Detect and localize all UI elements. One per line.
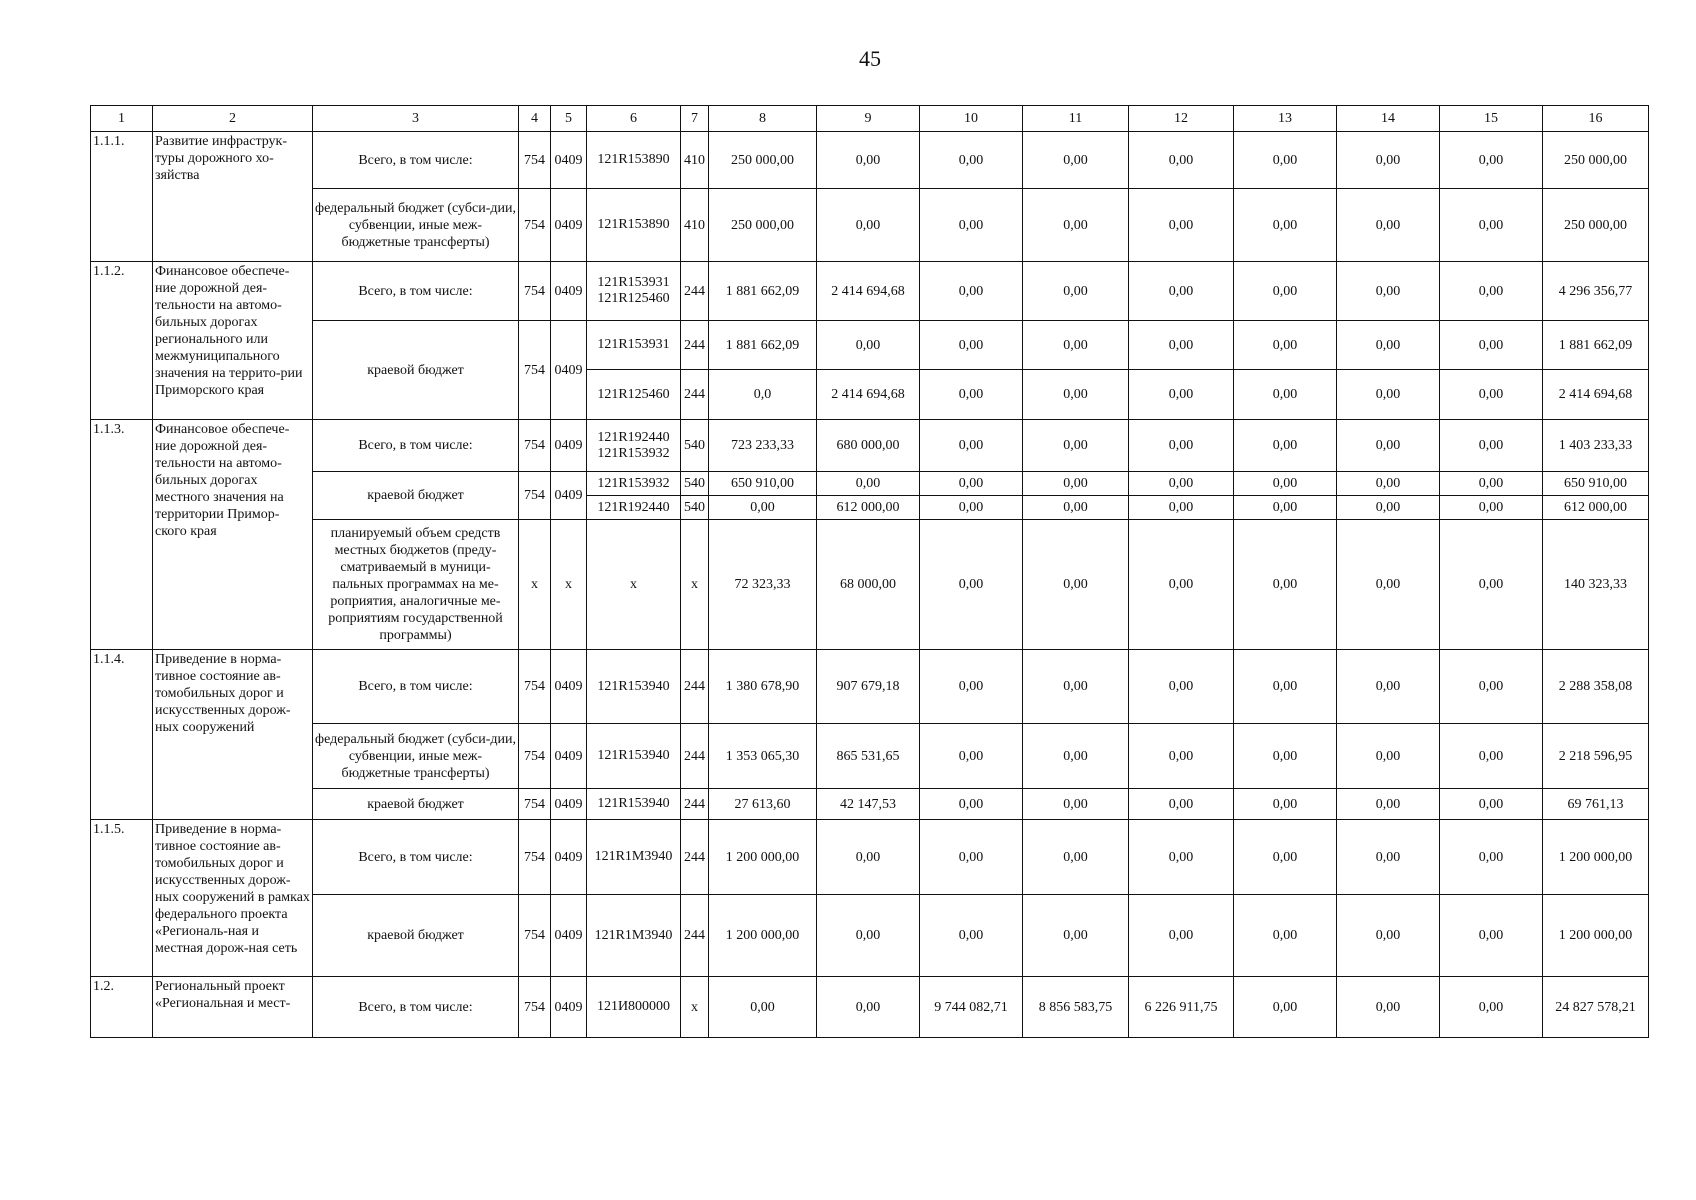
header-cell: 10 (920, 106, 1023, 132)
amount: 0,00 (1023, 650, 1129, 724)
target-article-code: 121R192440 121R153932 (587, 420, 681, 472)
item-number: 1.1.3. (91, 420, 153, 650)
target-article-code: 121R153940 (587, 650, 681, 724)
admin-code: 754 (519, 262, 551, 321)
header-cell: 12 (1129, 106, 1234, 132)
amount: 0,00 (920, 370, 1023, 420)
page-number: 45 (859, 46, 881, 71)
header-cell: 6 (587, 106, 681, 132)
amount: 250 000,00 (709, 189, 817, 262)
amount: 0,00 (1129, 724, 1234, 789)
amount: 0,00 (1234, 321, 1337, 370)
header-cell: 4 (519, 106, 551, 132)
section-code: 0409 (551, 724, 587, 789)
amount: 27 613,60 (709, 789, 817, 820)
target-article-code: 121R153931 121R125460 (587, 262, 681, 321)
amount: 0,00 (817, 895, 920, 977)
amount: 0,00 (1440, 321, 1543, 370)
table-row (91, 520, 1649, 650)
amount: 1 200 000,00 (709, 820, 817, 895)
funding-source: краевой бюджет (313, 789, 519, 820)
amount: 0,00 (920, 724, 1023, 789)
table-row (91, 132, 1649, 189)
amount: 680 000,00 (817, 420, 920, 472)
total-amount: 1 200 000,00 (1543, 820, 1649, 895)
amount: 0,00 (1440, 820, 1543, 895)
table-row (91, 420, 1649, 472)
amount: 0,0 (709, 370, 817, 420)
item-number: 1.1.2. (91, 262, 153, 420)
amount: 0,00 (1023, 262, 1129, 321)
funding-source: краевой бюджет (313, 472, 519, 520)
expense-type-code: 244 (681, 895, 709, 977)
table-row (91, 789, 1649, 820)
amount: 0,00 (1129, 496, 1234, 520)
amount: 0,00 (817, 132, 920, 189)
header-cell: 16 (1543, 106, 1649, 132)
total-amount: 2 414 694,68 (1543, 370, 1649, 420)
expense-type-code: 410 (681, 132, 709, 189)
amount: 907 679,18 (817, 650, 920, 724)
amount: 1 353 065,30 (709, 724, 817, 789)
header-cell: 14 (1337, 106, 1440, 132)
amount: 650 910,00 (709, 472, 817, 496)
section-code: 0409 (551, 321, 587, 420)
amount: 0,00 (1023, 420, 1129, 472)
amount: 0,00 (1440, 650, 1543, 724)
admin-code: 754 (519, 977, 551, 1038)
item-name: Приведение в норма-тивное состояние ав-томобильных дорог и искусственных дорож-ных сооружений в рамках федерального проекта «Региональ-ная и местная дорож-ная сеть (153, 820, 313, 977)
funding-source: Всего, в том числе: (313, 977, 519, 1038)
amount: 0,00 (817, 977, 920, 1038)
expense-type-code: 244 (681, 724, 709, 789)
section-code: 0409 (551, 977, 587, 1038)
amount: 0,00 (817, 321, 920, 370)
total-amount: 24 827 578,21 (1543, 977, 1649, 1038)
total-amount: 1 200 000,00 (1543, 895, 1649, 977)
item-name: Региональный проект «Региональная и мест- (153, 977, 313, 1038)
expense-type-code: 244 (681, 650, 709, 724)
total-amount: 1 881 662,09 (1543, 321, 1649, 370)
section-code: 0409 (551, 895, 587, 977)
amount: 1 200 000,00 (709, 895, 817, 977)
item-number: 1.2. (91, 977, 153, 1038)
amount: 0,00 (1129, 520, 1234, 650)
total-amount: 250 000,00 (1543, 189, 1649, 262)
section-code: 0409 (551, 132, 587, 189)
amount: 0,00 (1023, 189, 1129, 262)
amount: 0,00 (1337, 724, 1440, 789)
target-article-code: 121R1M3940 (587, 820, 681, 895)
amount: 0,00 (1440, 189, 1543, 262)
admin-code: 754 (519, 132, 551, 189)
target-article-code: 121И800000 (587, 977, 681, 1038)
amount: 0,00 (920, 321, 1023, 370)
admin-code: 754 (519, 895, 551, 977)
target-article-code: 121R1M3940 (587, 895, 681, 977)
expense-type-code: 244 (681, 321, 709, 370)
expense-type-code: 540 (681, 420, 709, 472)
amount: 0,00 (1129, 650, 1234, 724)
amount: 9 744 082,71 (920, 977, 1023, 1038)
table-row (91, 895, 1649, 977)
funding-source: Всего, в том числе: (313, 420, 519, 472)
amount: 0,00 (1440, 370, 1543, 420)
amount: 0,00 (1129, 189, 1234, 262)
amount: 0,00 (1129, 420, 1234, 472)
header-cell: 3 (313, 106, 519, 132)
budget-table (90, 105, 1649, 1038)
amount: 0,00 (709, 496, 817, 520)
section-code: 0409 (551, 189, 587, 262)
amount: 0,00 (920, 895, 1023, 977)
section-code: 0409 (551, 820, 587, 895)
target-article-code: 121R153931 (587, 321, 681, 370)
amount: 0,00 (1337, 189, 1440, 262)
amount: 0,00 (817, 820, 920, 895)
amount: 0,00 (1234, 189, 1337, 262)
header-cell: 15 (1440, 106, 1543, 132)
table-row (91, 724, 1649, 789)
funding-source: краевой бюджет (313, 321, 519, 420)
total-amount: 1 403 233,33 (1543, 420, 1649, 472)
amount: 0,00 (920, 820, 1023, 895)
target-article-code: 121R153940 (587, 724, 681, 789)
amount: 0,00 (1337, 132, 1440, 189)
amount: 0,00 (1337, 520, 1440, 650)
funding-source: Всего, в том числе: (313, 262, 519, 321)
amount: 6 226 911,75 (1129, 977, 1234, 1038)
target-article-code: 121R153890 (587, 189, 681, 262)
item-name: Приведение в норма-тивное состояние ав-томобильных дорог и искусственных дорож-ных сооружений (153, 650, 313, 820)
amount: 0,00 (1337, 262, 1440, 321)
amount: 0,00 (1440, 262, 1543, 321)
amount: 865 531,65 (817, 724, 920, 789)
amount: 0,00 (1234, 420, 1337, 472)
admin-code: 754 (519, 724, 551, 789)
amount: 0,00 (1337, 650, 1440, 724)
amount: 0,00 (1234, 820, 1337, 895)
amount: 0,00 (1234, 370, 1337, 420)
target-article-code: 121R153940 (587, 789, 681, 820)
target-article-code: 121R153890 (587, 132, 681, 189)
section-code: 0409 (551, 650, 587, 724)
table-row (91, 650, 1649, 724)
amount: 0,00 (1023, 496, 1129, 520)
section-code: 0409 (551, 262, 587, 321)
amount: 0,00 (920, 650, 1023, 724)
amount: 0,00 (1129, 472, 1234, 496)
section-code: x (551, 520, 587, 650)
amount: 0,00 (817, 472, 920, 496)
amount: 0,00 (1440, 520, 1543, 650)
amount: 0,00 (1234, 650, 1337, 724)
total-amount: 2 218 596,95 (1543, 724, 1649, 789)
item-name: Развитие инфраструк-туры дорожного хо-зяйства (153, 132, 313, 262)
expense-type-code: x (681, 520, 709, 650)
amount: 0,00 (920, 262, 1023, 321)
admin-code: 754 (519, 420, 551, 472)
item-number: 1.1.5. (91, 820, 153, 977)
amount: 0,00 (920, 420, 1023, 472)
table-row (91, 321, 1649, 370)
amount: 0,00 (1129, 370, 1234, 420)
header-cell: 8 (709, 106, 817, 132)
amount: 1 881 662,09 (709, 262, 817, 321)
amount: 0,00 (1440, 895, 1543, 977)
header-cell: 9 (817, 106, 920, 132)
expense-type-code: 540 (681, 472, 709, 496)
amount: 0,00 (1234, 977, 1337, 1038)
header-cell: 13 (1234, 106, 1337, 132)
amount: 0,00 (1023, 321, 1129, 370)
total-amount: 4 296 356,77 (1543, 262, 1649, 321)
amount: 2 414 694,68 (817, 370, 920, 420)
amount: 0,00 (1337, 789, 1440, 820)
amount: 0,00 (1234, 132, 1337, 189)
amount: 0,00 (1440, 977, 1543, 1038)
admin-code: 754 (519, 472, 551, 520)
header-cell: 5 (551, 106, 587, 132)
amount: 0,00 (1129, 895, 1234, 977)
funding-source: федеральный бюджет (субси-дии, субвенции, иные меж-бюджетные трансферты) (313, 724, 519, 789)
funding-source: Всего, в том числе: (313, 132, 519, 189)
amount: 0,00 (709, 977, 817, 1038)
total-amount: 140 323,33 (1543, 520, 1649, 650)
amount: 0,00 (1234, 262, 1337, 321)
target-article-code: x (587, 520, 681, 650)
amount: 0,00 (1023, 132, 1129, 189)
header-cell: 11 (1023, 106, 1129, 132)
amount: 0,00 (1440, 132, 1543, 189)
amount: 0,00 (1337, 472, 1440, 496)
amount: 72 323,33 (709, 520, 817, 650)
amount: 0,00 (920, 132, 1023, 189)
table-row (91, 977, 1649, 1038)
total-amount: 69 761,13 (1543, 789, 1649, 820)
expense-type-code: 410 (681, 189, 709, 262)
target-article-code: 121R192440 (587, 496, 681, 520)
amount: 723 233,33 (709, 420, 817, 472)
item-number: 1.1.4. (91, 650, 153, 820)
admin-code: 754 (519, 789, 551, 820)
amount: 68 000,00 (817, 520, 920, 650)
amount: 0,00 (1234, 496, 1337, 520)
expense-type-code: 244 (681, 820, 709, 895)
section-code: 0409 (551, 472, 587, 520)
item-number: 1.1.1. (91, 132, 153, 262)
amount: 0,00 (1337, 820, 1440, 895)
amount: 0,00 (1234, 472, 1337, 496)
admin-code: 754 (519, 189, 551, 262)
header-cell: 2 (153, 106, 313, 132)
amount: 0,00 (1023, 820, 1129, 895)
amount: 0,00 (1129, 262, 1234, 321)
funding-source: планируемый объем средств местных бюджетов (преду-сматриваемый в муници-пальных программах на ме-роприятия, аналогичные ме-роприятиям государственной программы) (313, 520, 519, 650)
amount: 0,00 (920, 520, 1023, 650)
amount: 0,00 (1337, 321, 1440, 370)
funding-source: краевой бюджет (313, 895, 519, 977)
amount: 0,00 (1337, 370, 1440, 420)
amount: 0,00 (1023, 472, 1129, 496)
amount: 0,00 (1440, 496, 1543, 520)
header-cell: 1 (91, 106, 153, 132)
total-amount: 250 000,00 (1543, 132, 1649, 189)
funding-source: Всего, в том числе: (313, 820, 519, 895)
amount: 0,00 (920, 789, 1023, 820)
amount: 0,00 (1337, 895, 1440, 977)
amount: 0,00 (1234, 724, 1337, 789)
header-cell: 7 (681, 106, 709, 132)
amount: 0,00 (920, 472, 1023, 496)
amount: 0,00 (1023, 520, 1129, 650)
amount: 0,00 (1337, 977, 1440, 1038)
expense-type-code: 244 (681, 789, 709, 820)
admin-code: 754 (519, 321, 551, 420)
table-row (91, 189, 1649, 262)
header-row (91, 106, 1649, 132)
amount: 250 000,00 (709, 132, 817, 189)
item-name: Финансовое обеспече-ние дорожной дея-тельности на автомо-бильных дорогах местного значения на территории Примор-ского края (153, 420, 313, 650)
amount: 0,00 (1129, 789, 1234, 820)
expense-type-code: x (681, 977, 709, 1038)
section-code: 0409 (551, 789, 587, 820)
amount: 0,00 (1234, 520, 1337, 650)
total-amount: 612 000,00 (1543, 496, 1649, 520)
expense-type-code: 244 (681, 262, 709, 321)
amount: 0,00 (1023, 789, 1129, 820)
admin-code: x (519, 520, 551, 650)
amount: 0,00 (1440, 472, 1543, 496)
amount: 1 380 678,90 (709, 650, 817, 724)
table-row (91, 262, 1649, 321)
target-article-code: 121R153932 (587, 472, 681, 496)
amount: 0,00 (1440, 420, 1543, 472)
expense-type-code: 540 (681, 496, 709, 520)
amount: 0,00 (1234, 895, 1337, 977)
amount: 0,00 (1337, 420, 1440, 472)
amount: 42 147,53 (817, 789, 920, 820)
item-name: Финансовое обеспече-ние дорожной дея-тельности на автомо-бильных дорогах регионального или межмуниципального значения на террито-рии Приморского края (153, 262, 313, 420)
amount: 0,00 (1129, 132, 1234, 189)
amount: 0,00 (1023, 895, 1129, 977)
table-row (91, 472, 1649, 496)
admin-code: 754 (519, 820, 551, 895)
amount: 0,00 (1234, 789, 1337, 820)
amount: 1 881 662,09 (709, 321, 817, 370)
target-article-code: 121R125460 (587, 370, 681, 420)
amount: 0,00 (920, 496, 1023, 520)
amount: 0,00 (817, 189, 920, 262)
funding-source: федеральный бюджет (субси-дии, субвенции, иные меж-бюджетные трансферты) (313, 189, 519, 262)
section-code: 0409 (551, 420, 587, 472)
amount: 0,00 (1023, 724, 1129, 789)
amount: 612 000,00 (817, 496, 920, 520)
total-amount: 650 910,00 (1543, 472, 1649, 496)
funding-source: Всего, в том числе: (313, 650, 519, 724)
admin-code: 754 (519, 650, 551, 724)
amount: 0,00 (1440, 724, 1543, 789)
table-row (91, 820, 1649, 895)
amount: 0,00 (1129, 321, 1234, 370)
amount: 8 856 583,75 (1023, 977, 1129, 1038)
total-amount: 2 288 358,08 (1543, 650, 1649, 724)
amount: 0,00 (1023, 370, 1129, 420)
amount: 0,00 (920, 189, 1023, 262)
amount: 0,00 (1337, 496, 1440, 520)
amount: 0,00 (1440, 789, 1543, 820)
amount: 0,00 (1129, 820, 1234, 895)
expense-type-code: 244 (681, 370, 709, 420)
amount: 2 414 694,68 (817, 262, 920, 321)
